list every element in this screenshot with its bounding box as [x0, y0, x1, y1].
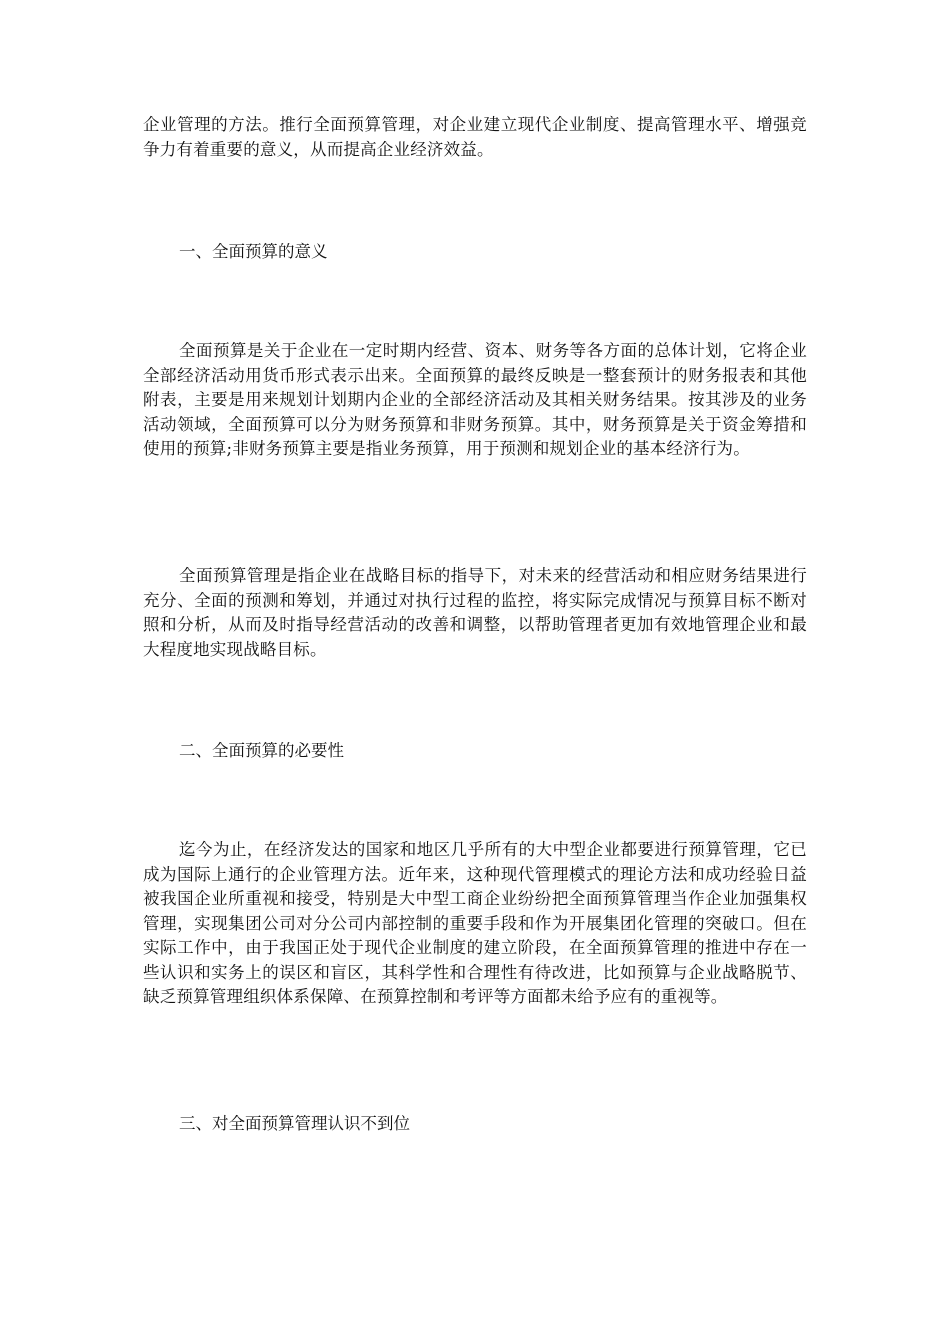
section-heading-3: 三、对全面预算管理认识不到位	[179, 1114, 410, 1133]
paragraph-budget-necessity: 迄今为止，在经济发达的国家和地区几乎所有的大中型企业都要进行预算管理，它已成为国际上通行的企业管理方法。近年来，这种现代管理模式的理论方法和成功经验日益被我国企业所重视和接受，特别是大中型工商企业纷纷把全面预算管理当作企业加强集权管理，实现集团公司对分公司内部控制的重要手段和作为开展集团化管理的突破口。但在实际工作中，由于我国正处于现代企业制度的建立阶段，在全面预算管理的推进中存在一些认识和实务上的误区和盲区，其科学性和合理性有待改进，比如预算与企业战略脱节、缺乏预算管理组织体系保障、在预算控制和考评等方面都未给予应有的重视等。	[143, 840, 807, 1006]
paragraph-budget-meaning: 全面预算是关于企业在一定时期内经营、资本、财务等各方面的总体计划，它将企业全部经济活动用货币形式表示出来。全面预算的最终反映是一整套预计的财务报表和其他附表，主要是用来规划计划期内企业的全部经济活动及其相关财务结果。按其涉及的业务活动领域，全面预算可以分为财务预算和非财务预算。其中，财务预算是关于资金筹措和使用的预算;非财务预算主要是指业务预算，用于预测和规划企业的基本经济行为。	[143, 341, 807, 458]
section-heading-1: 一、全面预算的意义	[179, 242, 328, 261]
paragraph-budget-management: 全面预算管理是指企业在战略目标的指导下，对未来的经营活动和相应财务结果进行充分、全面的预测和筹划，并通过对执行过程的监控，将实际完成情况与预算目标不断对照和分析，从而及时指导经营活动的改善和调整，以帮助管理者更加有效地管理企业和最大程度地实现战略目标。	[143, 566, 807, 659]
continued-paragraph: 企业管理的方法。推行全面预算管理，对企业建立现代企业制度、提高管理水平、增强竞争力有着重要的意义，从而提高企业经济效益。	[143, 115, 807, 159]
section-heading-2: 二、全面预算的必要性	[179, 741, 344, 760]
